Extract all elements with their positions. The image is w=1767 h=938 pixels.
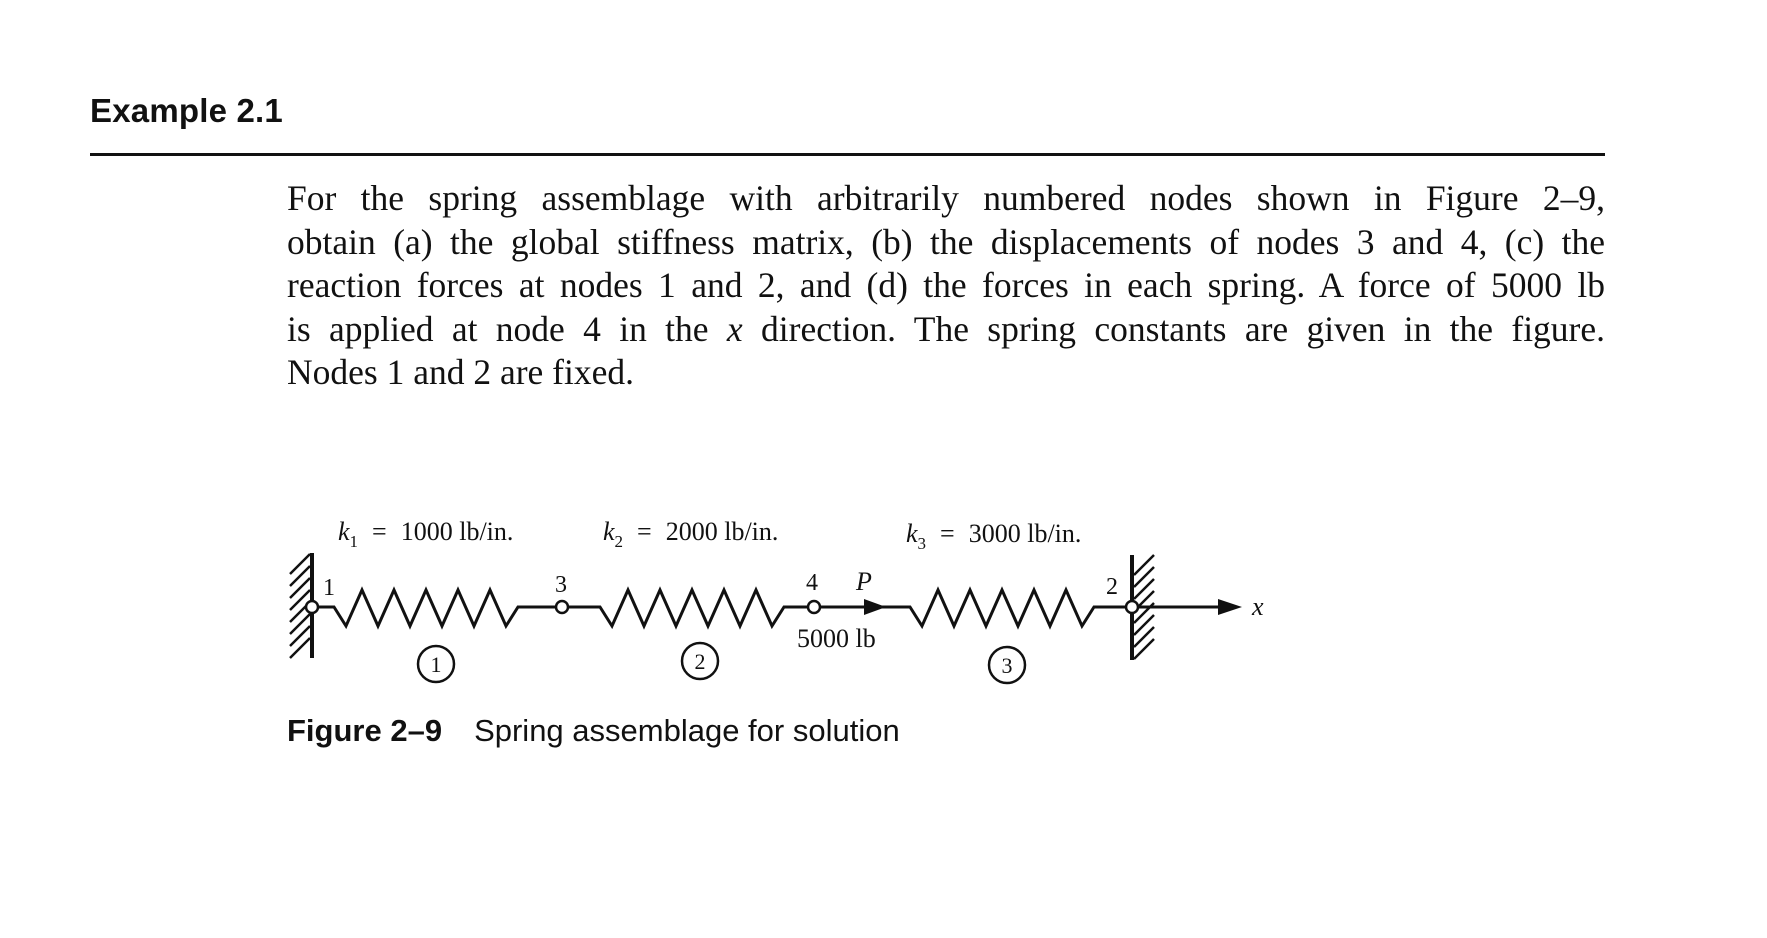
x-axis-arrowhead <box>1218 599 1242 615</box>
node-marker-2 <box>1126 601 1138 613</box>
element-number-2: 2 <box>694 649 706 674</box>
caption-text: Spring assemblage for solution <box>474 713 900 748</box>
spring-constant-label-3: $k_3 = 3000$ lb/in. <box>906 519 1082 553</box>
load-magnitude: 5000 lb <box>797 624 876 653</box>
load-arrowhead <box>864 599 886 615</box>
figure-caption <box>287 713 900 749</box>
spring-constant-label-1: $k_1 = 1000$ lb/in. <box>338 517 514 551</box>
problem-line-part: is applied at node 4 in the <box>287 308 727 349</box>
spring-element-2 <box>568 590 808 626</box>
node-marker-3 <box>556 601 568 613</box>
example-heading: Example 2.1 <box>90 92 283 129</box>
spring-element-1 <box>317 590 556 626</box>
problem-line: reaction forces at nodes 1 and 2, and (d) the forces in each spring. A force of 5000 lb <box>287 265 1605 305</box>
problem-line: For the spring assemblage with arbitrarily numbered nodes shown in Figure 2–9, <box>287 178 1605 218</box>
node-marker-4 <box>808 601 820 613</box>
node-label-4: 4 <box>806 570 818 596</box>
caption-label: Figure 2–9 <box>287 713 443 748</box>
spring-constant-label-2: $k_2 = 2000$ lb/in. <box>603 517 779 551</box>
problem-line: obtain (a) the global stiffness matrix, (b) the displacements of nodes 3 and 4, (c) the <box>287 221 1605 262</box>
x-direction-symbol: x <box>726 308 743 349</box>
node-label-1: 1 <box>323 575 335 601</box>
element-number-3: 3 <box>1001 653 1013 678</box>
x-axis-label: x <box>1252 592 1264 621</box>
node-marker-1 <box>306 601 318 613</box>
load-symbol: P <box>856 567 872 596</box>
element-number-1: 1 <box>430 652 442 677</box>
node-label-3: 3 <box>555 572 567 598</box>
problem-line: Nodes 1 and 2 are fixed. <box>287 352 634 392</box>
problem-line-part: direction. The spring constants are given in the figure. <box>742 308 1606 349</box>
node-label-2: 2 <box>1106 574 1118 600</box>
